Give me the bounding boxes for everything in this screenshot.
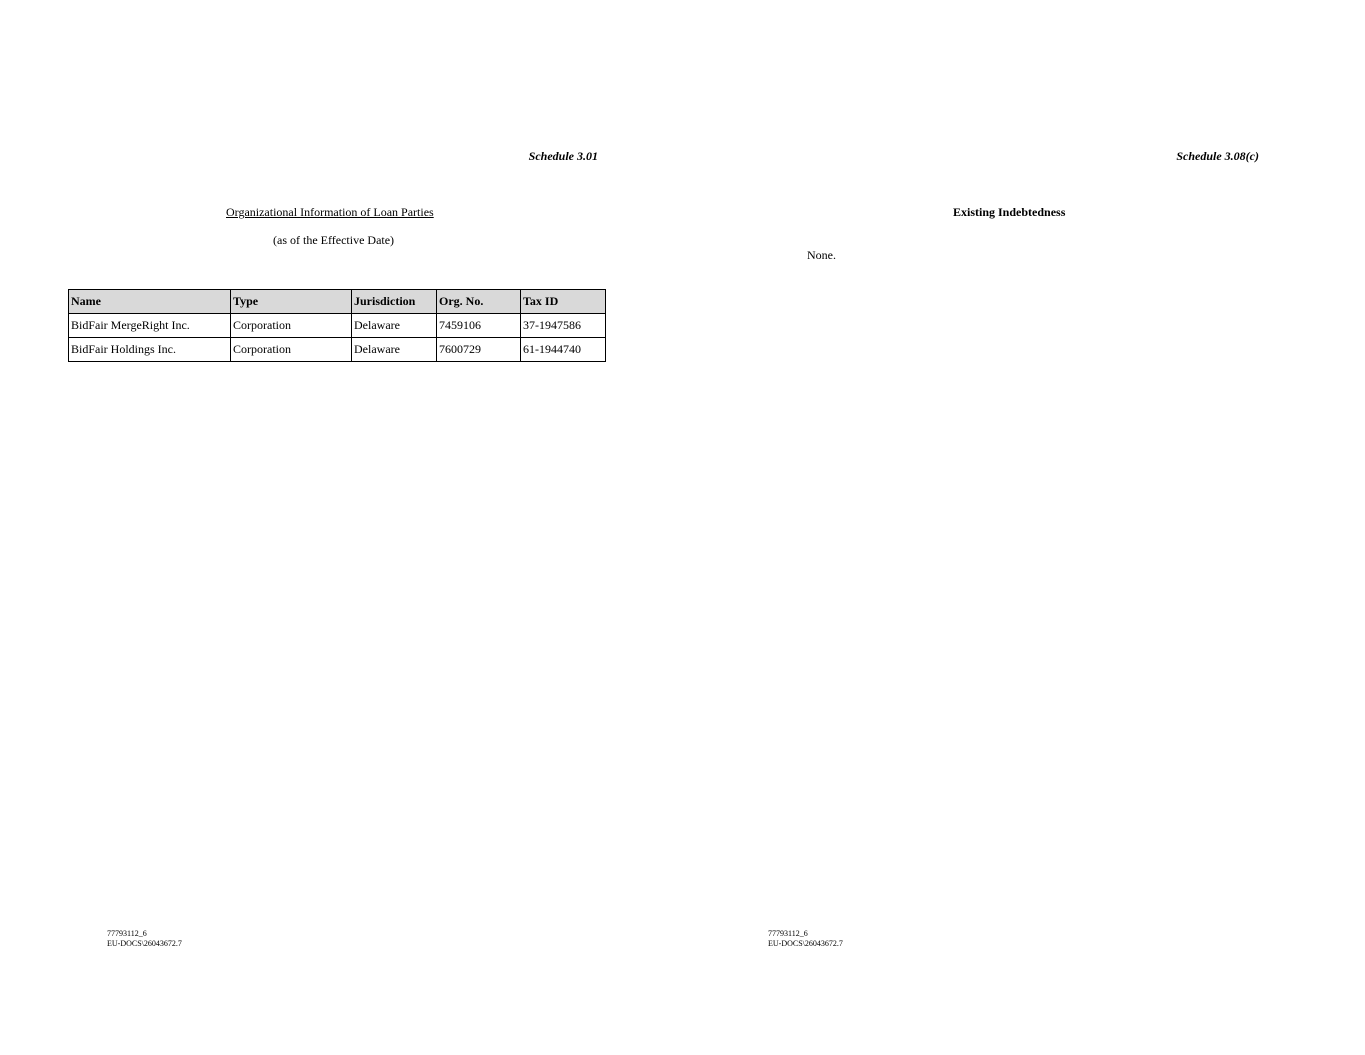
cell-name: BidFair MergeRight Inc. [69, 314, 231, 338]
schedule-number: Schedule 3.01 [528, 149, 598, 163]
column-header-tax-id: Tax ID [521, 290, 606, 314]
schedule-body: None. [807, 248, 836, 262]
column-header-name: Name [69, 290, 231, 314]
document-footer [107, 929, 182, 949]
schedule-title: Organizational Information of Loan Parties [226, 205, 434, 219]
footer-doc-id: 77793112_6 [107, 929, 147, 938]
cell-org-no: 7600729 [437, 338, 521, 362]
cell-org-no: 7459106 [437, 314, 521, 338]
footer-doc-ref: EU-DOCS\26043672.7 [768, 939, 843, 948]
footer-doc-ref: EU-DOCS\26043672.7 [107, 939, 182, 948]
cell-tax-id: 61-1944740 [521, 338, 606, 362]
right-page [680, 0, 1365, 1055]
cell-type: Corporation [231, 338, 352, 362]
cell-jurisdiction: Delaware [352, 314, 437, 338]
cell-jurisdiction: Delaware [352, 338, 437, 362]
table-header-row [69, 290, 606, 314]
schedule-subtitle: (as of the Effective Date) [273, 233, 395, 247]
schedule-title: Existing Indebtedness [953, 205, 1066, 219]
cell-type: Corporation [231, 314, 352, 338]
cell-tax-id: 37-1947586 [521, 314, 606, 338]
column-header-jurisdiction: Jurisdiction [352, 290, 437, 314]
column-header-type: Type [231, 290, 352, 314]
table-row [69, 338, 606, 362]
footer-doc-id: 77793112_6 [768, 929, 808, 938]
cell-name: BidFair Holdings Inc. [69, 338, 231, 362]
column-header-org-no: Org. No. [437, 290, 521, 314]
loan-parties-table [68, 289, 606, 362]
table-row [69, 314, 606, 338]
document-footer [768, 929, 843, 949]
schedule-number: Schedule 3.08(c) [1176, 149, 1259, 163]
left-page [0, 0, 680, 1055]
